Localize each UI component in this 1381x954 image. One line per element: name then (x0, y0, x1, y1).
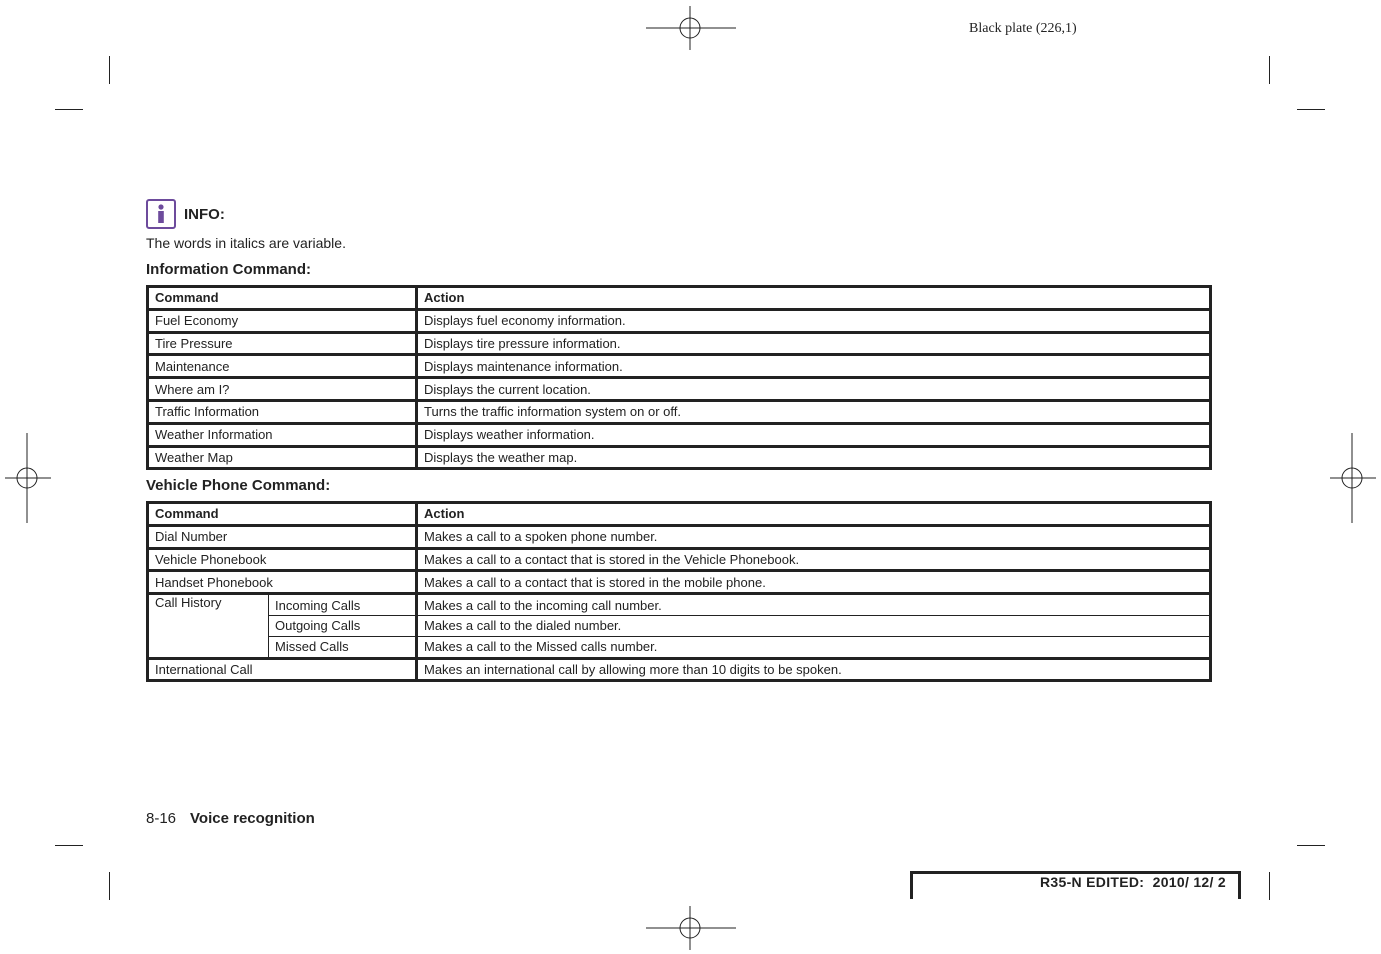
action-cell: Turns the traffic information system on or off. (417, 400, 1211, 423)
command-cell: Tire Pressure (148, 332, 417, 355)
action-cell: Displays maintenance information. (417, 355, 1211, 378)
table-row (148, 446, 1211, 469)
command-cell: Maintenance (148, 355, 417, 378)
plate-label: Black plate (226,1) (969, 21, 1077, 36)
table-row (148, 658, 1211, 681)
crop-mark (1297, 109, 1325, 110)
table-row (148, 378, 1211, 401)
action-cell: Makes a call to the incoming call number. (417, 594, 1211, 616)
column-header-action: Action (417, 503, 1211, 526)
command-cell: Traffic Information (148, 400, 417, 423)
edit-stamp: R35-N EDITED: 2010/ 12/ 2 (1040, 874, 1226, 890)
page-footer (146, 810, 315, 827)
crop-mark (55, 845, 83, 846)
command-cell: Weather Map (148, 446, 417, 469)
table-row (148, 400, 1211, 423)
section-name: Voice recognition (190, 810, 315, 827)
command-cell: Weather Information (148, 423, 417, 446)
table-header-row (148, 503, 1211, 526)
crop-mark (1297, 845, 1325, 846)
call-history-cell: Call History (148, 594, 269, 658)
table-row (148, 309, 1211, 332)
command-cell: Where am I? (148, 378, 417, 401)
action-cell: Displays the weather map. (417, 446, 1211, 469)
action-cell: Makes a call to a contact that is stored in the mobile phone. (417, 571, 1211, 594)
table-row (148, 615, 1211, 636)
table-row (148, 525, 1211, 548)
table-row (148, 423, 1211, 446)
crop-mark (1269, 872, 1270, 900)
action-cell: Makes a call to a contact that is stored in the Vehicle Phonebook. (417, 548, 1211, 571)
command-cell: Dial Number (148, 525, 417, 548)
table-row (148, 594, 1211, 616)
table-row (148, 548, 1211, 571)
registration-mark-top (646, 6, 736, 50)
action-cell: Displays fuel economy information. (417, 309, 1211, 332)
information-command-title: Information Command: (146, 261, 311, 278)
table-row (148, 636, 1211, 658)
vehicle-phone-command-table (146, 501, 1212, 682)
command-cell: International Call (148, 658, 417, 681)
command-cell: Handset Phonebook (148, 571, 417, 594)
action-cell: Makes a call to the Missed calls number. (417, 636, 1211, 658)
crop-mark (1269, 56, 1270, 84)
action-cell: Makes a call to a spoken phone number. (417, 525, 1211, 548)
command-cell: Vehicle Phonebook (148, 548, 417, 571)
table-row (148, 332, 1211, 355)
table-header-row (148, 287, 1211, 310)
registration-mark-bottom (646, 906, 736, 950)
crop-mark (109, 56, 110, 84)
command-cell: Fuel Economy (148, 309, 417, 332)
action-cell: Makes a call to the dialed number. (417, 615, 1211, 636)
table-row (148, 355, 1211, 378)
page-number: 8-16 (146, 810, 177, 827)
action-cell: Displays tire pressure information. (417, 332, 1211, 355)
crop-mark (109, 872, 110, 900)
registration-mark-left (5, 433, 51, 523)
info-title: INFO: (184, 205, 225, 223)
column-header-command: Command (148, 503, 417, 526)
action-cell: Displays the current location. (417, 378, 1211, 401)
info-icon (146, 199, 176, 229)
subcommand-cell: Outgoing Calls (269, 615, 417, 636)
column-header-action: Action (417, 287, 1211, 310)
info-header (146, 198, 225, 230)
column-header-command: Command (148, 287, 417, 310)
crop-mark (55, 109, 83, 110)
information-command-table (146, 285, 1212, 470)
subcommand-cell: Incoming Calls (269, 594, 417, 616)
action-cell: Displays weather information. (417, 423, 1211, 446)
table-row (148, 571, 1211, 594)
registration-mark-right (1330, 433, 1376, 523)
action-cell: Makes an international call by allowing more than 10 digits to be spoken. (417, 658, 1211, 681)
info-text: The words in italics are variable. (146, 235, 346, 251)
subcommand-cell: Missed Calls (269, 636, 417, 658)
vehicle-phone-command-title: Vehicle Phone Command: (146, 477, 331, 494)
